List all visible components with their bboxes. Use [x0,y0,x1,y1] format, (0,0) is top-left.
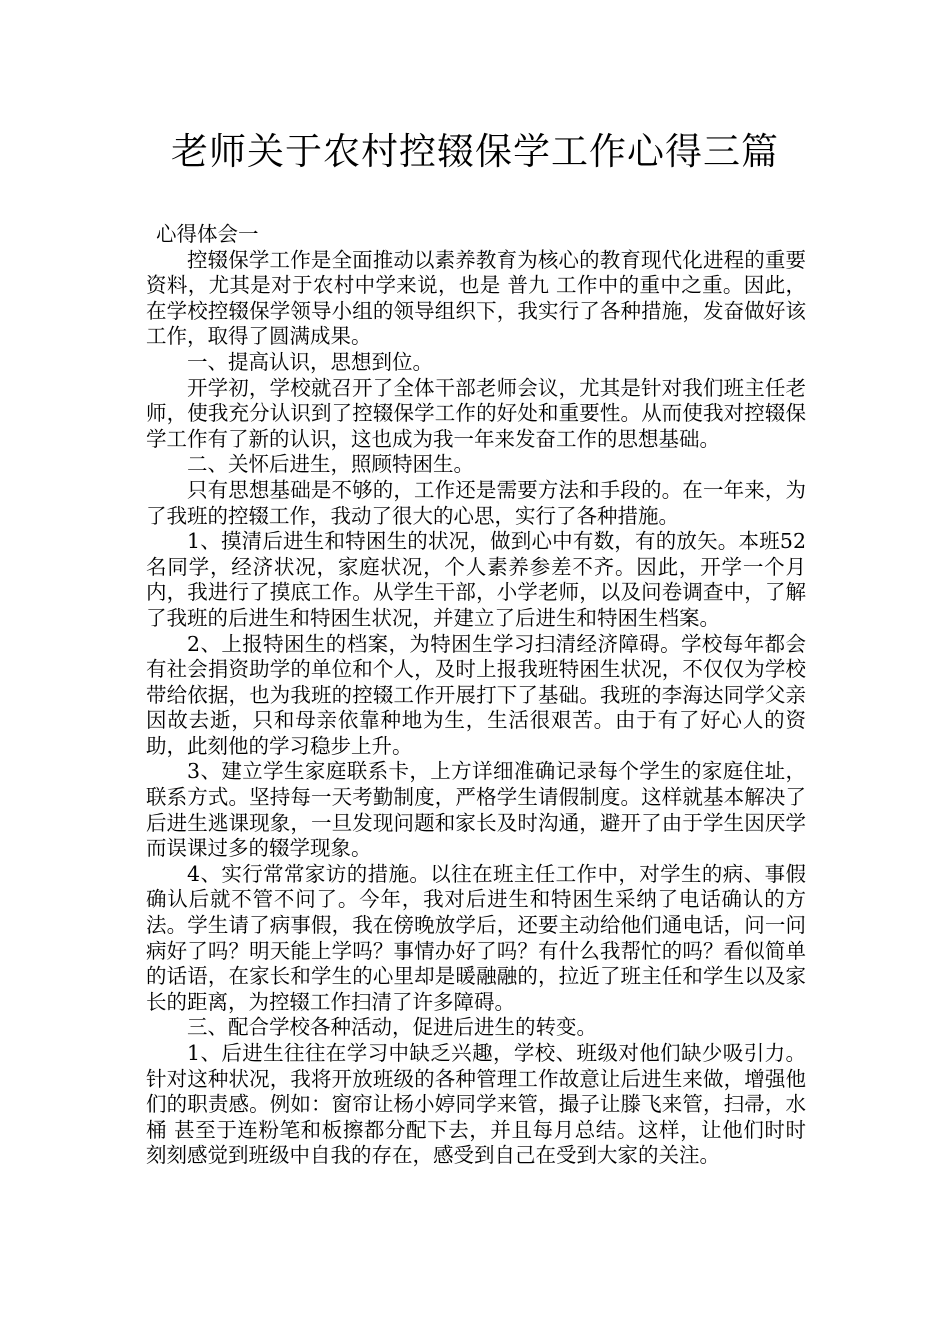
heading-care-students: 二、关怀后进生，照顾特困生。 [187,452,474,477]
paragraph-methods: 只有思想基础是不够的，工作还是需要方法和手段的。在一年来，为了我班的控辍工作，我动了很大的心思，实行了各种措施。 [146,477,806,528]
paragraph-item-1: 1、摸清后进生和特困生的状况，做到心中有数，有的放矢。本班52名同学，经济状况，家庭状况，个人素养参差不齐。因此，开学一个月内，我进行了摸底工作。从学生干部，小学老师，以及问卷调查中，了解了我班的后进生和特困生状况，并建立了后进生和特困生档案。 [146,529,806,630]
paragraph-intro: 控辍保学工作是全面推动以素养教育为核心的教育现代化进程的重要资料，尤其是对于农村中学来说，也是 普九 工作中的重中之重。因此，在学校控辍保学领导小组的领导组织下，我实行了各种措施，发奋做好该工作，取得了圆满成果。 [146,247,806,349]
document-body [146,222,806,1169]
heading-school-activities: 三、配合学校各种活动，促进后进生的转变。 [187,1015,597,1040]
section-label: 心得体会一 [156,222,259,246]
document-title: 老师关于农村控辍保学工作心得三篇 [171,130,779,173]
paragraph-item-3: 3、建立学生家庭联系卡，上方详细准确记录每个学生的家庭住址，联系方式。坚持每一天考勤制度，严格学生请假制度。这样就基本解决了后进生逃课现象，一旦发现问题和家长及时沟通，避开了由于学生因厌学而误课过多的辍学现象。 [146,759,806,861]
paragraph-item-4: 4、实行常常家访的措施。以往在班主任工作中，对学生的病、事假确认后就不管不问了。今年，我对后进生和特困生采纳了电话确认的方法。学生请了病事假，我在傍晚放学后，还要主动给他们通电话，问一问 病好了吗？明天能上学吗？事情办好了吗？有什么我帮忙的吗？看似简单的话语，在家长和学生的心里却是暖融融的，拉近了班主任和学生以及家长的距离，为控辍工作扫清了许多障碍。 [146,861,806,1014]
paragraph-item-2: 2、上报特困生的档案，为特困生学习扫清经济障碍。学校每年都会有社会捐资助学的单位和个人，及时上报我班特困生状况，不仅仅为学校带给依据，也为我班的控辍工作开展打下了基础。我班的李海达同学父亲因故去逝，只和母亲依靠种地为生，生活很艰苦。由于有了好心人的资助，此刻他的学习稳步上升。 [146,631,806,758]
paragraph-school-meeting: 开学初，学校就召开了全体干部老师会议，尤其是针对我们班主任老师，使我充分认识到了控辍保学工作的好处和重要性。从而使我对控辍保学工作有了新的认识，这也成为我一年来发奋工作的思想基础。 [146,375,806,451]
heading-raise-awareness: 一、提高认识，思想到位。 [187,349,433,374]
paragraph-activity-1: 1、后进生往往在学习中缺乏兴趣，学校、班级对他们缺少吸引力。针对这种状况，我将开放班级的各种管理工作故意让后进生来做，增强他们的职责感。例如：窗帘让杨小婷同学来管，撮子让滕飞来管，扫帚，水桶 甚至于连粉笔和板擦都分配下去，并且每月总结。这样，让他们时时刻刻感觉到班级中自我的存在，感受到自己在受到大家的关注。 [146,1041,806,1168]
